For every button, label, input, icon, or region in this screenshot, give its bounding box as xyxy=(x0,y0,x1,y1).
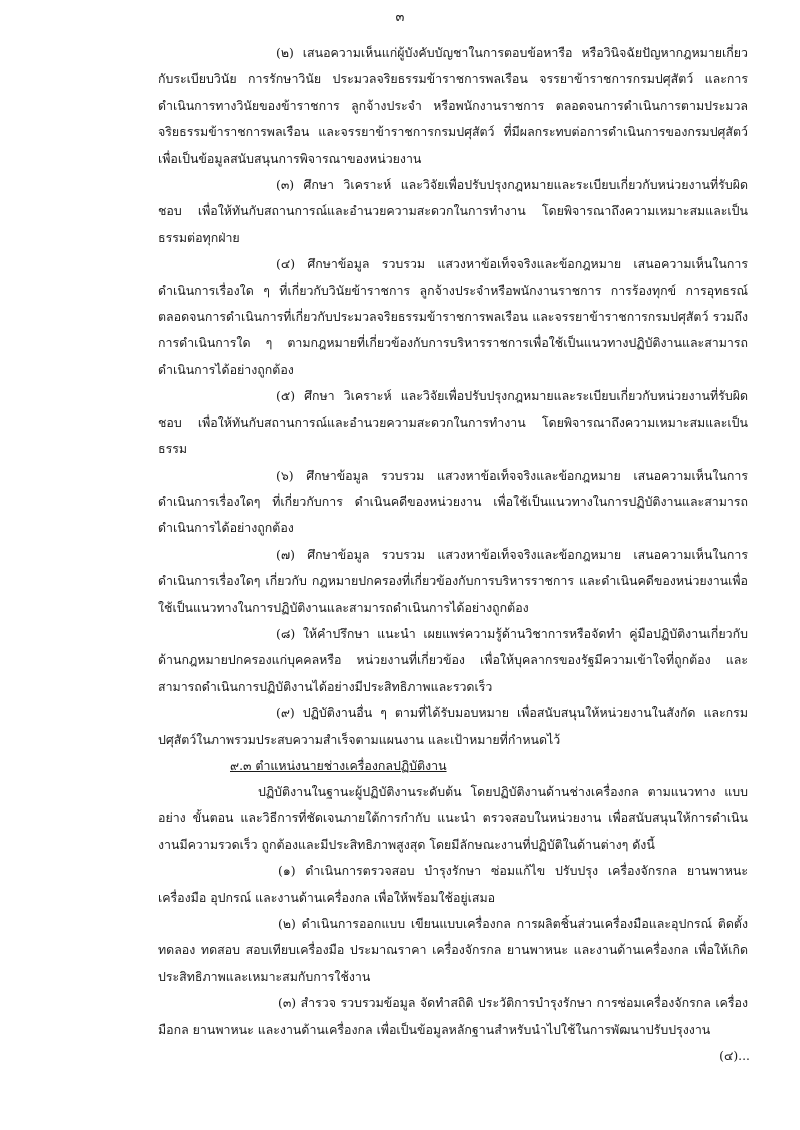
section-item-1: (๑) ดำเนินการตรวจสอบ บำรุงรักษา ซ่อมแก้ไข ปรับปรุง เครื่องจักรกล ยานพาหนะ เครื่องมือ อุปกรณ์ และงานด้านเครื่องกล เพื่อให้พร้อมใช้อยู่เสมอ xyxy=(158,863,748,905)
section-item-2: (๒) ดำเนินการออกแบบ เขียนแบบเครื่องกล การผลิตชิ้นส่วนเครื่องมือและอุปกรณ์ ติดตั้ง ทดลอง ทดสอบ สอบเทียบเครื่องมือ ประมาณราคา เครื่องจักรกล ยานพาหนะ และงานด้านเครื่องกล เพื่อให้เกิดประสิทธิภาพและเหมาะสมกับการใช้งาน xyxy=(158,916,748,984)
page-number: ๓ xyxy=(395,10,405,25)
paragraph-8: (๘) ให้คำปรึกษา แนะนำ เผยแพร่ความรู้ด้านวิชาการหรือจัดทำ คู่มือปฏิบัติงานเกี่ยวกับด้านกฎหมายปกครองแก่บุคคลหรือ หน่วยงานที่เกี่ยวข้อง เพื่อให้บุคลากรของรัฐมีความเข้าใจที่ถูกต้อง และสามารถดำเนินการปฏิบัติงานได้อย่างมีประสิทธิภาพและรวดเร็ว xyxy=(158,625,748,694)
paragraph-5: (๕) ศึกษา วิเคราะห์ และวิจัยเพื่อปรับปรุงกฎหมายและระเบียบเกี่ยวกับหน่วยงานที่รับผิดชอบ เพื่อให้ทันกับสถานการณ์และอำนวยความสะดวกในการทำงาน โดยพิจารณาถึงความเหมาะสมและเป็นธรรม xyxy=(158,388,748,457)
paragraph-7: (๗) ศึกษาข้อมูล รวบรวม แสวงหาข้อเท็จจริงและข้อกฎหมาย เสนอความเห็นในการดำเนินการเรื่องใดๆ เกี่ยวกับ กฎหมายปกครองที่เกี่ยวข้องกับการบริหารราชการ และดำเนินคดีของหน่วยงานเพื่อใช้เป็นแนวทางในการปฏิบัติงานและสามารถดำเนินการได้อย่างถูกต้อง xyxy=(158,546,748,615)
section-intro: ปฏิบัติงานในฐานะผู้ปฏิบัติงานระดับต้น โดยปฏิบัติงานด้านช่างเครื่องกล ตามแนวทาง แบบอย่าง ขั้นตอน และวิธีการที่ชัดเจนภายใต้การกำกับ แนะนำ ตรวจสอบในหน่วยงาน เพื่อสนับสนุนให้การดำเนินงานมีความรวดเร็ว ถูกต้องและมีประสิทธิภาพสูงสุด โดยมีลักษณะงานที่ปฏิบัติในด้านต่างๆ ดังนี้ xyxy=(158,784,748,852)
continuation-marker: (๔)... xyxy=(719,1048,750,1063)
paragraph-3: (๓) ศึกษา วิเคราะห์ และวิจัยเพื่อปรับปรุงกฎหมายและระเบียบเกี่ยวกับหน่วยงานที่รับผิดชอบ เพื่อให้ทันกับสถานการณ์และอำนวยความสะดวกในการทำงาน โดยพิจารณาถึงความเหมาะสมและเป็นธรรมต่อทุกฝ่าย xyxy=(158,177,748,245)
paragraph-4: (๔) ศึกษาข้อมูล รวบรวม แสวงหาข้อเท็จจริงและข้อกฎหมาย เสนอความเห็นในการดำเนินการเรื่องใด ๆ ที่เกี่ยวกับวินัยข้าราชการ ลูกจ้างประจำหรือพนักงานราชการ การร้องทุกข์ การอุทธรณ์ ตลอดจนการดำเนินการที่เกี่ยวกับประมวลจริยธรรมข้าราชการพลเรือน และจรรยาข้าราชการกรมปศุสัตว์ รวมถึงการดำเนินการใด ๆ ตามกฎหมายที่เกี่ยวข้องกับการบริหารราชการเพื่อใช้เป็นแนวทางปฏิบัติงานและสามารถดำเนินการได้อย่างถูกต้อง xyxy=(158,256,748,377)
paragraph-6: (๖) ศึกษาข้อมูล รวบรวม แสวงหาข้อเท็จจริงและข้อกฎหมาย เสนอความเห็นในการดำเนินการเรื่องใดๆ ที่เกี่ยวกับการ ดำเนินคดีของหน่วยงาน เพื่อใช้เป็นแนวทางในการปฏิบัติงานและสามารถดำเนินการได้อย่างถูกต้อง xyxy=(158,467,748,536)
section-heading: ๙.๓ ตำแหน่งนายช่างเครื่องกลปฏิบัติงาน xyxy=(230,758,447,773)
document-body xyxy=(158,40,748,753)
section-body xyxy=(158,779,748,1043)
paragraph-9: (๙) ปฏิบัติงานอื่น ๆ ตามที่ได้รับมอบหมาย เพื่อสนับสนุนให้หน่วยงานในสังกัด และกรมปศุสัตว์ในภาพรวมประสบความสำเร็จตามแผนงาน และเป้าหมายที่กำหนดไว้ xyxy=(158,705,748,747)
paragraph-2: (๒) เสนอความเห็นแก่ผู้บังคับบัญชาในการตอบข้อหารือ หรือวินิจฉัยปัญหากฎหมายเกี่ยวกับระเบียบวินัย การรักษาวินัย ประมวลจริยธรรมข้าราชการพลเรือน จรรยาข้าราชการกรมปศุสัตว์ และการดำเนินการทางวินัยของข้าราชการ ลูกจ้างประจำ หรือพนักงานราชการ ตลอดจนการดำเนินการตามประมวลจริยธรรมข้าราชการพลเรือน และจรรยาข้าราชการกรมปศุสัตว์ ที่มีผลกระทบต่อการดำเนินการของกรมปศุสัตว์เพื่อเป็นข้อมูลสนับสนุนการพิจารณาของหน่วยงาน xyxy=(158,45,748,166)
section-item-3: (๓) สำรวจ รวบรวมข้อมูล จัดทำสถิติ ประวัติการบำรุงรักษา การซ่อมเครื่องจักรกล เครื่องมือกล ยานพาหนะ และงานด้านเครื่องกล เพื่อเป็นข้อมูลหลักฐานสำหรับนำไปใช้ในการพัฒนาปรับปรุงงาน xyxy=(158,995,748,1037)
